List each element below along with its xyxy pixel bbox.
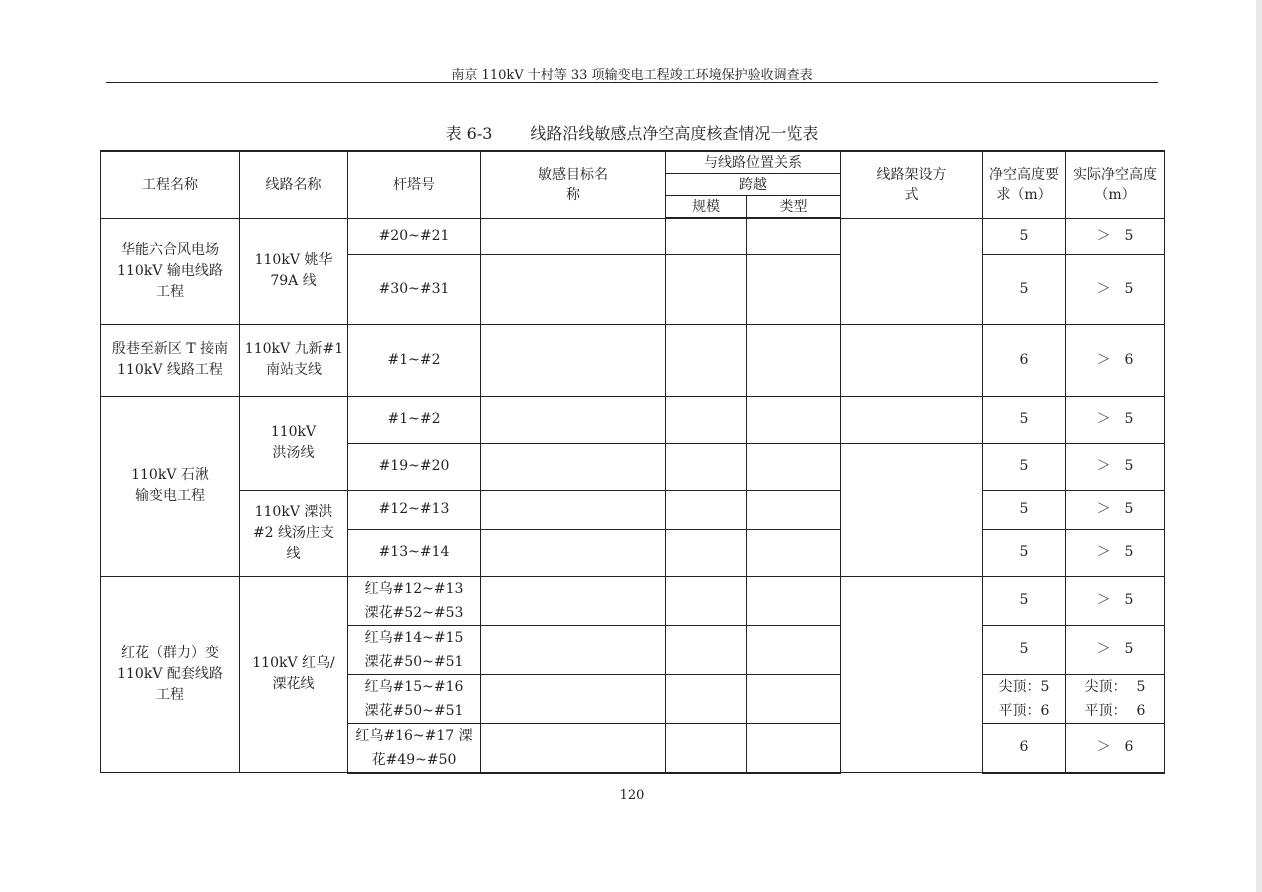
erection-cell (841, 218, 983, 324)
tower-cell: #13~#14 (348, 529, 481, 576)
line-name: 110kV 姚华 79A 线 (254, 252, 333, 289)
scale-cell (666, 443, 747, 490)
header-scale: 规模 (666, 196, 747, 219)
line-cell (240, 396, 348, 490)
required-cell: 5 (983, 396, 1066, 443)
line-name: 110kV 溧洪#2 线汤庄支线 (252, 503, 335, 562)
actual-cell: ＞ 6 (1066, 324, 1165, 396)
target-cell (481, 324, 666, 396)
required-cell: 6 (983, 723, 1066, 773)
tower-line-1: 红乌#15~#16 (364, 678, 464, 695)
scale-cell (666, 490, 747, 529)
required-label-1: 尖顶： (998, 678, 1041, 695)
required-cell: 5 (983, 443, 1066, 490)
required-cell: 5 (983, 490, 1066, 529)
tower-line-2: 花#49~#50 (371, 751, 457, 768)
scale-cell (666, 218, 747, 254)
actual-line-2 (1070, 699, 1160, 723)
actual-cell: ＞ 6 (1066, 723, 1165, 773)
page-number: 120 (619, 788, 645, 803)
header-required (983, 151, 1066, 218)
required-value-2: 6 (1040, 702, 1050, 719)
tower-line-1: 红乌#12~#13 (364, 580, 464, 597)
target-cell (481, 674, 666, 723)
erection-cell (841, 324, 983, 396)
header-actual (1066, 151, 1165, 218)
header-line: 线路名称 (240, 151, 348, 218)
type-cell (747, 396, 841, 443)
table-number: 表 6-3 (445, 124, 493, 143)
header-target-text: 敏感目标名称 (538, 166, 608, 203)
project-cell (101, 396, 240, 576)
actual-line-1 (1070, 675, 1160, 699)
line-cell (240, 218, 348, 324)
scale-cell (666, 674, 747, 723)
scale-cell (666, 254, 747, 324)
tower-line-2: 溧花#50~#51 (364, 702, 464, 719)
project-name: 红花（群力）变 110kV 配套线路工程 (117, 644, 223, 703)
running-header: 南京 110kV 十村等 33 项输变电工程竣工环境保护验收调查表 (451, 68, 813, 83)
table-row (101, 490, 1165, 529)
target-cell (481, 443, 666, 490)
type-cell (747, 576, 841, 625)
header-type: 类型 (747, 196, 841, 219)
page-edge-shadow (1256, 0, 1262, 892)
project-name: 殷巷至新区 T 接南 110kV 线路工程 (111, 341, 229, 378)
required-cell (983, 674, 1066, 723)
line-cell (240, 490, 348, 576)
line-cell (240, 324, 348, 396)
tower-cell (348, 625, 481, 674)
header-actual-text: 实际净空高度（m） (1073, 166, 1157, 203)
header-project: 工程名称 (101, 151, 240, 218)
project-cell (101, 218, 240, 324)
clearance-table (100, 150, 1165, 774)
tower-cell (348, 576, 481, 625)
header-relation: 与线路位置关系 (666, 151, 841, 174)
table-row (101, 576, 1165, 625)
project-cell (101, 576, 240, 773)
type-cell (747, 443, 841, 490)
project-name: 110kV 石湫输变电工程 (131, 467, 209, 504)
actual-cell: ＞ 5 (1066, 625, 1165, 674)
line-name: 110kV 九新#1 南站支线 (244, 341, 344, 378)
target-cell (481, 218, 666, 254)
line-cell (240, 576, 348, 773)
type-cell (747, 490, 841, 529)
header-crossing: 跨越 (666, 174, 841, 196)
tower-line-1: 红乌#14~#15 (364, 629, 464, 646)
required-cell: 5 (983, 218, 1066, 254)
target-cell (481, 625, 666, 674)
header-tower: 杆塔号 (348, 151, 481, 218)
actual-value-2: 6 (1136, 702, 1146, 719)
scale-cell (666, 723, 747, 773)
scale-cell (666, 324, 747, 396)
tower-cell: #30~#31 (348, 254, 481, 324)
scale-cell (666, 396, 747, 443)
actual-cell: ＞ 5 (1066, 576, 1165, 625)
tower-cell (348, 723, 481, 773)
scale-cell (666, 529, 747, 576)
target-cell (481, 723, 666, 773)
required-cell: 5 (983, 254, 1066, 324)
tower-cell: #12~#13 (348, 490, 481, 529)
required-line-1 (987, 675, 1061, 699)
type-cell (747, 529, 841, 576)
header-target (481, 151, 666, 218)
erection-cell (841, 576, 983, 773)
actual-label-2: 平顶： (1084, 702, 1127, 719)
actual-cell: ＞ 5 (1066, 254, 1165, 324)
target-cell (481, 254, 666, 324)
header-rule (106, 82, 1158, 83)
table-caption (100, 121, 1164, 144)
tower-cell: #20~#21 (348, 218, 481, 254)
target-cell (481, 529, 666, 576)
table-row (101, 396, 1165, 443)
required-label-2: 平顶： (998, 702, 1041, 719)
required-cell: 5 (983, 529, 1066, 576)
target-cell (481, 396, 666, 443)
required-cell: 5 (983, 625, 1066, 674)
required-cell: 5 (983, 576, 1066, 625)
tower-line-1: 红乌#16~#17 溧 (355, 727, 473, 744)
scale-cell (666, 625, 747, 674)
header-required-text: 净空高度要求（m） (989, 166, 1059, 203)
actual-value-1: 5 (1136, 678, 1146, 695)
actual-cell: ＞ 5 (1066, 529, 1165, 576)
type-cell (747, 218, 841, 254)
required-value-1: 5 (1040, 678, 1050, 695)
scale-cell (666, 576, 747, 625)
type-cell (747, 625, 841, 674)
project-name: 华能六合风电场110kV 输电线路工程 (117, 241, 223, 300)
erection-cell (841, 396, 983, 443)
tower-cell: #1~#2 (348, 396, 481, 443)
actual-cell: ＞ 5 (1066, 490, 1165, 529)
target-cell (481, 576, 666, 625)
actual-cell: ＞ 5 (1066, 218, 1165, 254)
line-name: 110kV 红乌/溧花线 (252, 655, 335, 693)
required-line-2 (987, 699, 1061, 723)
actual-cell (1066, 674, 1165, 723)
header-erection-text: 线路架设方式 (876, 166, 947, 203)
actual-cell: ＞ 5 (1066, 443, 1165, 490)
type-cell (747, 674, 841, 723)
table-header (101, 151, 1165, 218)
actual-cell: ＞ 5 (1066, 396, 1165, 443)
project-cell (101, 324, 240, 396)
table-row (101, 324, 1165, 396)
table-title: 线路沿线敏感点净空高度核查情况一览表 (530, 124, 819, 143)
required-cell: 6 (983, 324, 1066, 396)
tower-cell: #19~#20 (348, 443, 481, 490)
target-cell (481, 490, 666, 529)
tower-cell: #1~#2 (348, 324, 481, 396)
type-cell (747, 324, 841, 396)
tower-line-2: 溧花#52~#53 (364, 604, 464, 621)
actual-label-1: 尖顶： (1084, 678, 1127, 695)
table-row (101, 218, 1165, 254)
line-name: 110kV 洪汤线 (270, 424, 317, 461)
type-cell (747, 723, 841, 773)
tower-line-2: 溧花#50~#51 (364, 653, 464, 670)
erection-cell (841, 443, 983, 576)
type-cell (747, 254, 841, 324)
tower-cell (348, 674, 481, 723)
header-erection (841, 151, 983, 218)
